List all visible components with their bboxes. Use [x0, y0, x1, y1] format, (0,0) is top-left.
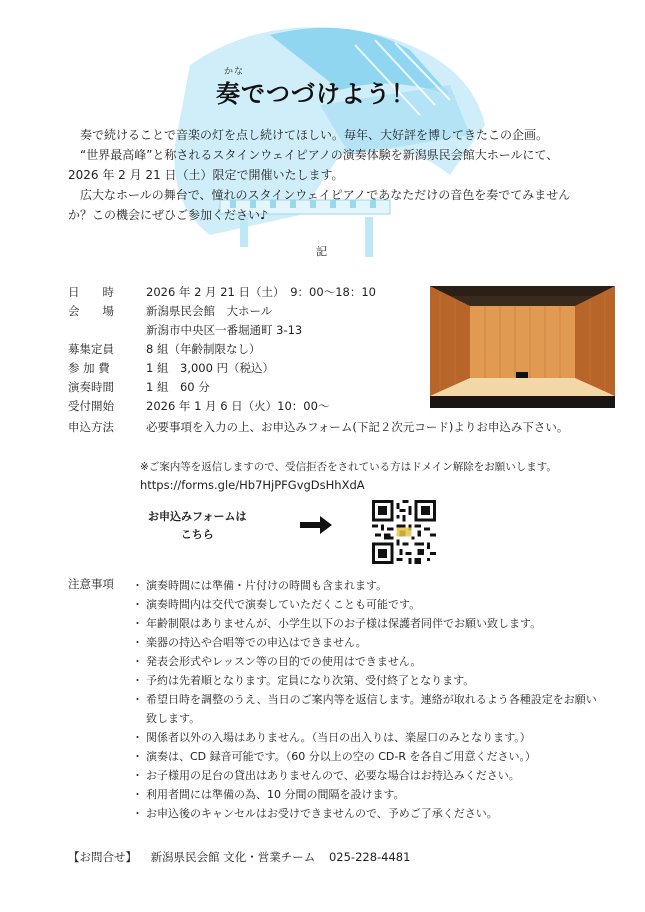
- caution-item: ・ 予約は先着順となります。定員になり次第、受付終了となります。: [132, 674, 475, 687]
- intro-paragraph: 奏で続けることで音楽の灯を点し続けてほしい。毎年、大好評を博してきたこの企画。: [68, 128, 549, 142]
- contact-org: 新潟県民会館 文化・営業チーム: [150, 850, 316, 864]
- contact-line: [68, 849, 420, 865]
- contact-phone[interactable]: 025-228-4481: [328, 850, 411, 864]
- detail-row-reception: [68, 398, 329, 414]
- contact-label: 【お問合せ】: [68, 850, 137, 864]
- form-label-line: お申込みフォームは: [148, 510, 247, 523]
- caution-text: 関係者以外の入場はありません。（当日の出入りは、楽屋口のみとなります。）: [146, 731, 531, 744]
- caution-item: ・ お子様用の足台の貸出はありませんので、必要な場合はお持込みください。: [132, 769, 520, 782]
- caution-text: 演奏時間には準備・片付けの時間も含まれます。: [146, 579, 388, 592]
- caution-item: ・ 希望日時を調整のうえ、当日のご案内等を返信します。連絡が取れるよう各種設定をお願い致します。: [132, 693, 597, 725]
- concert-hall-photo: [430, 286, 615, 408]
- detail-label: 参 加 費: [68, 361, 110, 375]
- caution-item: ・ 利用者間には準備の為、10 分間の間隔を設けます。: [132, 788, 405, 801]
- caution-item: ・ 演奏時間には準備・片付けの時間も含まれます。: [132, 579, 388, 592]
- caution-text: お子様用の足台の貸出はありませんので、必要な場合はお持込みください。: [146, 769, 520, 782]
- caution-text: 発表会形式やレッスン等の目的での使用はできません。: [146, 655, 422, 668]
- caution-text: 年齢制限はありませんが、小学生以下のお子様は保護者同伴でお願い致します。: [146, 617, 542, 630]
- caution-text: 希望日時を調整のうえ、当日のご案内等を返信します。連絡が取れるよう各種設定をお願い致します。: [146, 693, 597, 725]
- detail-value: 必要事項を入力の上、お申込みフォーム(下記２次元コード)よりお申込み下さい。: [146, 420, 569, 434]
- caution-item: ・ 関係者以外の入場はありません。（当日の出入りは、楽屋口のみとなります。）: [132, 731, 531, 744]
- detail-row-address: [68, 322, 302, 338]
- detail-row-capacity: [68, 341, 260, 357]
- detail-row-method: [68, 419, 568, 435]
- caution-text: 演奏は、CD 録音可能です。（60 分以上の空の CD-R を各自ご用意ください。）: [146, 750, 537, 763]
- detail-row-fee: [68, 360, 274, 376]
- form-label: [148, 508, 246, 544]
- caution-item: ・ 演奏時間内は交代で演奏していただくことも可能です。: [132, 598, 421, 611]
- domain-note: ※ご案内等を返信しますので、受信拒否をされている方はドメイン解除をお願いします。: [140, 461, 557, 473]
- intro-paragraph: 広大なホールの舞台で、憧れのスタインウェイピアノであなただけの音色を奏でてみませんか？この機会にぜひご参加ください♪: [68, 188, 571, 222]
- detail-value: 新潟県民会館 大ホール: [146, 304, 273, 318]
- ki-heading: 記: [316, 245, 327, 258]
- caution-text: 楽器の持込や合唱等での申込はできません。: [146, 636, 367, 649]
- caution-text: お申込後のキャンセルはお受けできませんので、予めご了承ください。: [146, 807, 498, 820]
- detail-row-date: [68, 284, 376, 300]
- intro-paragraph: “世界最高峰”と称されるスタインウェイピアノの演奏体験を新潟県民会館大ホールにて、2026 年 2 月 21 日（土）限定で開催いたします。: [68, 148, 559, 182]
- caution-item: ・ お申込後のキャンセルはお受けできませんので、予めご了承ください。: [132, 807, 498, 820]
- detail-value: 1 組 60 分: [146, 380, 210, 394]
- form-url-link[interactable]: https://forms.gle/Hb7HjPFGvgDsHhXdA: [140, 478, 365, 492]
- caution-item: ・ 演奏は、CD 録音可能です。（60 分以上の空の CD-R を各自ご用意ください。）: [132, 750, 537, 763]
- detail-value: 2026 年 1 月 6 日（火）10：00～: [146, 399, 330, 413]
- title-ruby: かな: [224, 67, 245, 77]
- detail-label: 申込方法: [68, 420, 114, 434]
- qr-code[interactable]: [372, 500, 436, 564]
- detail-value: 8 組（年齢制限なし）: [146, 342, 261, 356]
- detail-label: 募集定員: [68, 342, 114, 356]
- detail-label: 受付開始: [68, 399, 114, 413]
- caution-text: 利用者間には準備の為、10 分間の間隔を設けます。: [146, 788, 405, 801]
- caution-item: ・ 発表会形式やレッスン等の目的での使用はできません。: [132, 655, 422, 668]
- caution-text: 予約は先着順となります。定員になり次第、受付終了となります。: [146, 674, 475, 687]
- caution-item: ・ 年齢制限はありませんが、小学生以下のお子様は保護者同伴でお願い致します。: [132, 617, 542, 630]
- detail-value: 新潟市中央区一番堀通町 3-13: [146, 323, 303, 337]
- detail-value: 2026 年 2 月 21 日（土） 9：00～18：10: [146, 285, 376, 299]
- detail-row-venue: [68, 303, 272, 319]
- detail-value: 1 組 3,000 円（税込）: [146, 361, 275, 375]
- detail-row-duration: [68, 379, 210, 395]
- caution-list: [130, 576, 600, 823]
- form-label-line: こちら: [180, 528, 214, 541]
- intro-text: [68, 125, 588, 225]
- arrow-right-icon: [300, 516, 332, 534]
- detail-label: 演奏時間: [68, 380, 114, 394]
- page-title: 奏でつづけよう！: [216, 80, 416, 108]
- caution-text: 演奏時間内は交代で演奏していただくことも可能です。: [146, 598, 421, 611]
- caution-item: ・ 楽器の持込や合唱等での申込はできません。: [132, 636, 367, 649]
- detail-label: 会 場: [68, 304, 114, 318]
- detail-label: 日 時: [68, 285, 114, 299]
- caution-label: 注意事項: [68, 577, 114, 591]
